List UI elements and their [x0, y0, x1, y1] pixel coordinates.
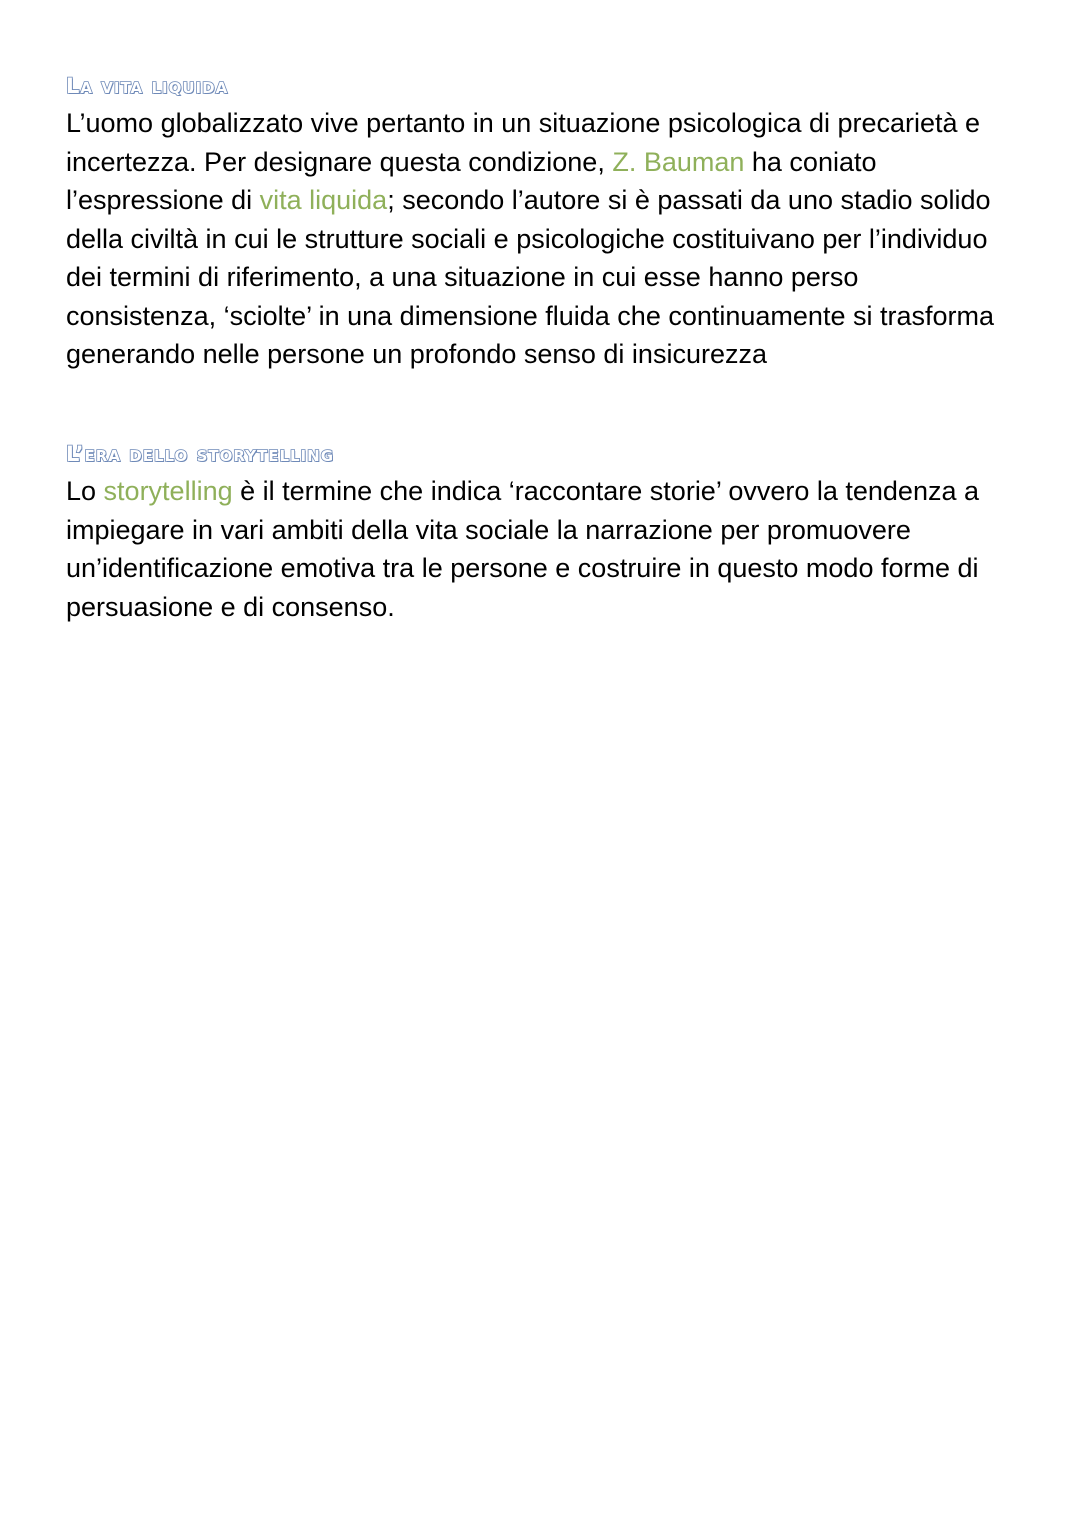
paragraph-text: Lo: [66, 476, 104, 506]
highlight-term: Z. Bauman: [612, 146, 745, 177]
paragraph-text: ha coniato l’espressione di: [66, 146, 877, 215]
paragraph-text: ; secondo l’autore si è passati da uno stadio solido della civiltà in cui le strutture sociali e psicologiche costituivano per l’individuo dei termini di riferimento, a una situazione in cui esse hanno perso consistenza, ‘sciolte’ in una dimensione fluida che continuamente si trasforma generando nelle persone un profondo senso di insicurezza: [66, 185, 994, 369]
section-vita-liquida: [66, 72, 1016, 374]
highlight-term: vita liquida: [259, 185, 388, 215]
section-heading: L’era dello storytelling: [66, 442, 335, 466]
section-heading: La vita liquida: [66, 74, 229, 98]
section-paragraph: [66, 472, 1016, 626]
section-paragraph: [66, 104, 1016, 374]
paragraph-text: L’uomo globalizzato vive pertanto in un situazione psicologica di precarietà e incertezza. Per designare questa condizione,: [66, 108, 981, 177]
paragraph-text: è il termine che indica ‘raccontare storie’ ovvero la tendenza a impiegare in vari ambiti della vita sociale la narrazione per promuovere un’identificazione emotiva tra le persone e costruire in questo modo forme di persuasione e di consenso.: [66, 476, 979, 622]
highlight-term: storytelling: [103, 476, 233, 506]
section-storytelling: [66, 440, 1016, 626]
